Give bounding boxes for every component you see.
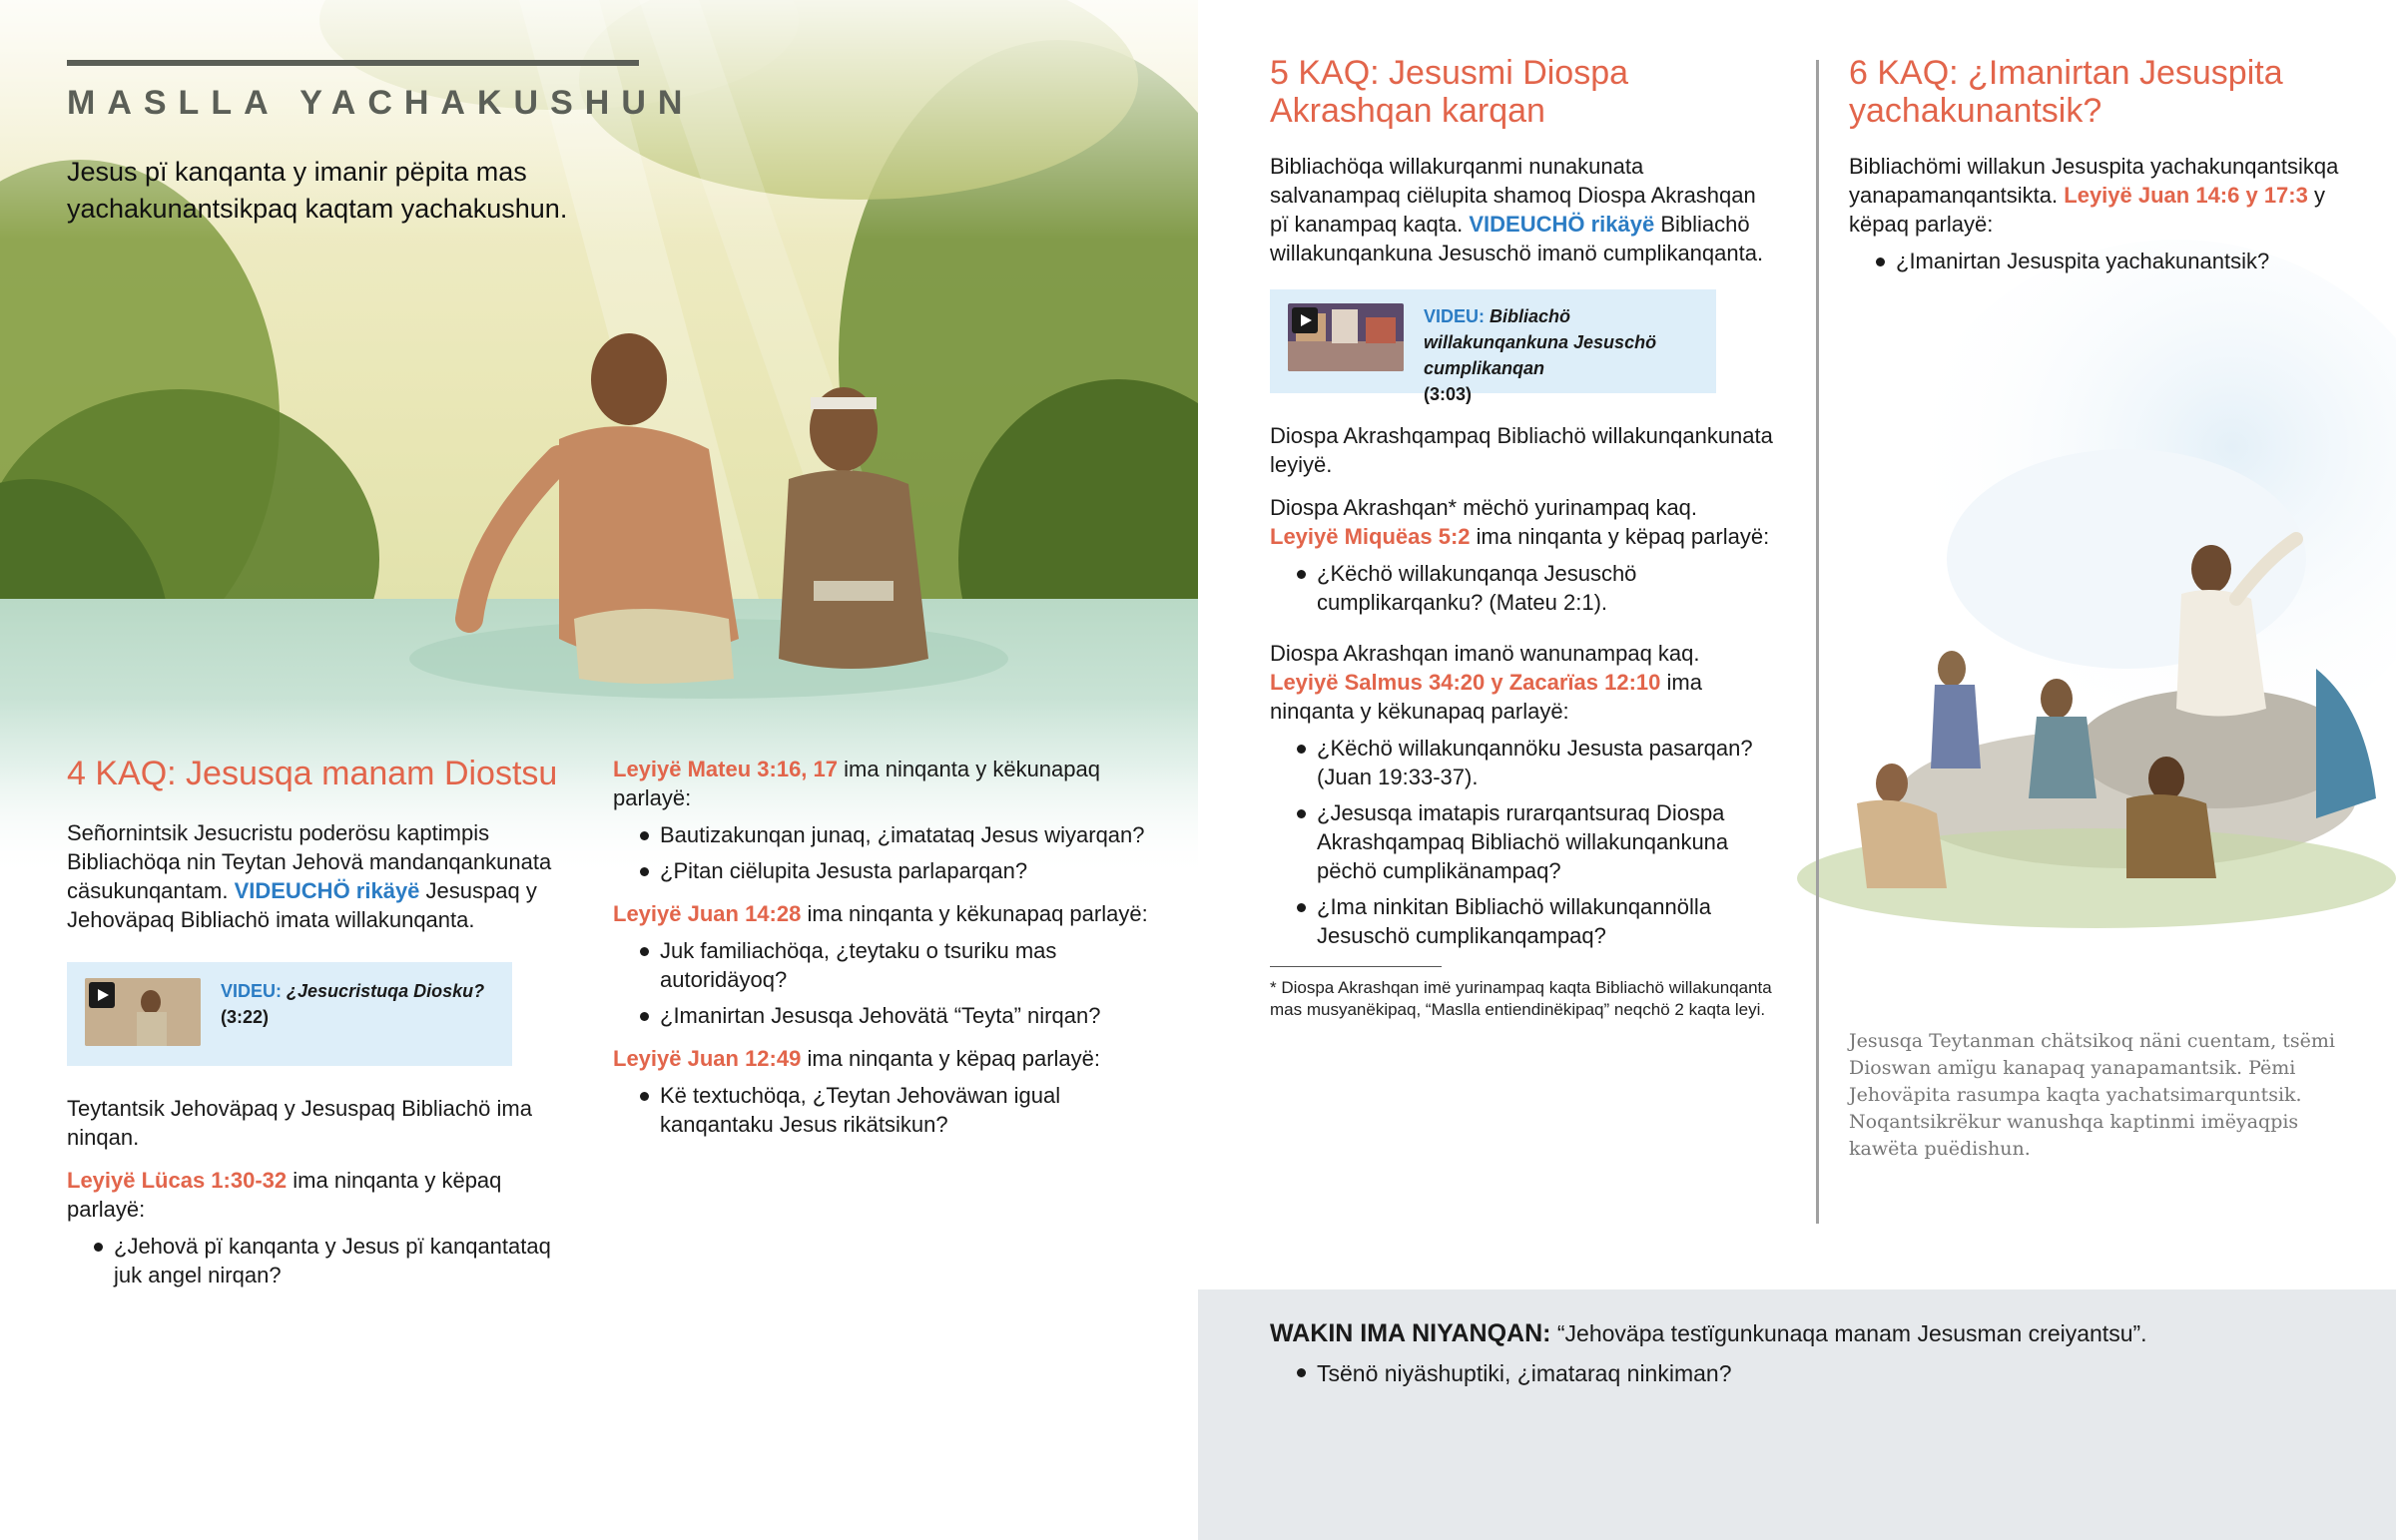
- play-icon[interactable]: [1292, 307, 1318, 333]
- section-5-heading: 5 KAQ: Jesusmi Diospa Akrashqan karqan: [1270, 54, 1629, 130]
- list-item: ¿Këchö willakunqanqa Jesuschö cumplikarqanku? (Mateu 2:1).: [1270, 559, 1779, 617]
- video-label: VIDEU:: [221, 981, 283, 1001]
- list-item: ¿Pitan ciëlupita Jesusta parlaparqan?: [613, 856, 1152, 885]
- scripture-ref[interactable]: Leyiyë Lücas 1:30-32: [67, 1168, 288, 1193]
- list-item: ¿Imanirtan Jesusqa Jehovätä “Teyta” nirqan?: [613, 1001, 1152, 1030]
- reading-block-1: [613, 755, 1152, 812]
- section-4-column: [67, 755, 566, 1296]
- scripture-ref[interactable]: Leyiyë Mateu 3:16, 17: [613, 757, 839, 781]
- objection-statement: [1270, 1317, 2328, 1349]
- objection-box: [1198, 1289, 2396, 1540]
- scripture-ref[interactable]: Leyiyë Salmus 34:20 y Zacarïas 12:10: [1270, 670, 1661, 695]
- video-info: [221, 978, 484, 1030]
- illustration-caption: Jesusqa Teytanman chätsikoq näni cuentam, tsëmi Dioswan amïgu kanapaq yanapamantsik. Pëmi Jehoväpita rasumpa kaqta yachatsimarquntsik. Noqantsikrëkur wanushqa kaptinmi imëyaqpis kawëta puëdishun.: [1849, 1030, 2336, 1160]
- reading-instruction: y këpaq parlayë:: [1849, 183, 2325, 237]
- footnote-rule: [1270, 966, 1442, 967]
- reading-intro: Diospa Akrashqan imanö wanunampaq kaq.: [1270, 641, 1700, 666]
- footnote: * Diospa Akrashqan imë yurinampaq kaqta Bibliachö willakunqanta mas musyanëkipaq, “Maslla entiendinëkipaq” neqchö 2 kaqta leyi.: [1270, 978, 1772, 1019]
- scripture-ref[interactable]: Leyiyë Juan 12:49: [613, 1046, 802, 1071]
- section-6-column: [1849, 54, 2348, 282]
- topic-title: MASLLA YACHAKUSHUN: [67, 84, 695, 122]
- video-info: [1424, 303, 1698, 407]
- reading-instruction: ima ninqanta y këpaq parlayë:: [1476, 524, 1770, 549]
- reading-instruction: ima ninqanta y këkunapaq parlayë:: [613, 757, 1100, 810]
- list-item: ¿Ima ninkitan Bibliachö willakunqannölla Jesuschö cumplikanqampaq?: [1270, 892, 1779, 950]
- section-5-paragraph-2: Diospa Akrashqampaq Bibliachö willakunqankunata leyiyë.: [1270, 423, 1773, 477]
- section-4-continued-column: [613, 755, 1152, 1146]
- reading-block-2: [613, 899, 1152, 928]
- column-divider: [1816, 60, 1819, 1224]
- video-thumbnail[interactable]: [1288, 303, 1404, 371]
- reading-instruction: ima ninqanta y këpaq parlayë:: [807, 1046, 1100, 1071]
- video-title: ¿Jesucristuqa Diosku?: [287, 981, 485, 1001]
- reading-instruction: ima ninqanta y këpaq parlayë:: [67, 1168, 502, 1222]
- objection-questions: [1270, 1357, 2328, 1389]
- section-6-text: Bibliachömi willakun Jesuspita yachakunqantsikqa yanapamanqantsikta.: [1849, 154, 2339, 208]
- section-6-questions: [1849, 247, 2348, 275]
- list-item: Kë textuchöqa, ¿Teytan Jehoväwan igual kanqantaku Jesus rikätsikun?: [613, 1081, 1152, 1139]
- list-item: ¿Imanirtan Jesuspita yachakunantsik?: [1849, 247, 2348, 275]
- section-4-paragraph-2: Teytantsik Jehoväpaq y Jesuspaq Bibliachö ima ninqan.: [67, 1096, 532, 1150]
- section-4-heading: 4 KAQ: Jesusqa manam Diostsu: [67, 755, 558, 792]
- section-5-questions-1: [1270, 559, 1779, 617]
- play-icon[interactable]: [89, 982, 115, 1008]
- video-duration: (3:03): [1424, 384, 1473, 404]
- reading-intro: Diospa Akrashqan* mëchö yurinampaq kaq.: [1270, 495, 1698, 520]
- video-link[interactable]: VIDEUCHÖ rikäyë: [234, 878, 420, 903]
- topic-intro: Jesus pï kanqanta y imanir pëpita mas yachakunantsikpaq kaqtam yachakushun.: [67, 157, 568, 224]
- objection-quote: “Jehoväpa testïgunkunaqa manam Jesusman creiyantsu”.: [1556, 1320, 2147, 1346]
- section-4-paragraph: [67, 818, 566, 934]
- list-item: Juk familiachöqa, ¿teytaku o tsuriku mas autoridäyoq?: [613, 936, 1152, 994]
- list-item: Bautizakunqan junaq, ¿imatataq Jesus wiyarqan?: [613, 820, 1152, 849]
- section-4-text: Señornintsik Jesucristu poderösu kaptimpis Bibliachöqa nin Teytan Jehovä mandanqankunata cäsukunqantam.: [67, 820, 552, 903]
- scripture-ref[interactable]: Leyiyë Miquëas 5:2: [1270, 524, 1471, 549]
- video-duration: (3:22): [221, 1007, 270, 1027]
- reading-instruction: ima ninqanta y këkunapaq parlayë:: [807, 901, 1148, 926]
- video-label: VIDEU:: [1424, 306, 1486, 326]
- reading-instruction: ima ninqanta y këkunapaq parlayë:: [1270, 670, 1702, 724]
- video-thumbnail[interactable]: [85, 978, 201, 1046]
- right-page: [1198, 0, 2396, 1540]
- reading-1-questions: [613, 820, 1152, 885]
- section-5-text-after: Bibliachö willakunqankuna Jesuschö imanö cumplikanqanta.: [1270, 212, 1764, 265]
- scripture-ref[interactable]: Leyiyë Juan 14:28: [613, 901, 802, 926]
- section-4-reading: [67, 1166, 566, 1224]
- section-6-heading: 6 KAQ: ¿Imanirtan Jesuspita yachakunantsik?: [1849, 54, 2283, 130]
- section-4-questions: [67, 1232, 566, 1289]
- video-link[interactable]: VIDEUCHÖ rikäyë: [1469, 212, 1655, 237]
- list-item: ¿Jehovä pï kanqanta y Jesus pï kanqantataq juk angel nirqan?: [67, 1232, 566, 1289]
- video-card[interactable]: [67, 962, 512, 1066]
- section-5-paragraph: [1270, 152, 1779, 267]
- video-card[interactable]: [1270, 289, 1716, 404]
- reading-3-questions: [613, 1081, 1152, 1139]
- list-item: ¿Jesusqa imatapis rurarqantsuraq Diospa Akrashqampaq Bibliachö willakunqankuna pëchö cumplikänampaq?: [1270, 798, 1779, 885]
- section-4-text-after: Jesuspaq y Jehoväpaq Bibliachö imata willakunqanta.: [67, 878, 537, 932]
- baptism-illustration: [0, 0, 1198, 878]
- reading-2-questions: [613, 936, 1152, 1030]
- video-title: Bibliachö willakunqankuna Jesuschö cumplikanqan: [1424, 306, 1657, 378]
- section-5-text: Bibliachöqa willakurqanmi nunakunata salvanampaq ciëlupita shamoq Diospa Akrashqan pï kanampaq kaqta.: [1270, 154, 1756, 237]
- topic-rule: [67, 60, 639, 66]
- reading-block-3: [613, 1044, 1152, 1073]
- section-5-reading-1: [1270, 493, 1779, 551]
- section-5-reading-2: [1270, 639, 1779, 726]
- objection-content: [1270, 1317, 2328, 1396]
- list-item: ¿Këchö willakunqannöku Jesusta pasarqan? (Juan 19:33-37).: [1270, 734, 1779, 791]
- jesus-teaching-illustration: [1797, 240, 2396, 998]
- scripture-ref[interactable]: Leyiyë Juan 14:6 y 17:3: [2064, 183, 2308, 208]
- section-5-questions-2: [1270, 734, 1779, 950]
- section-5-column: [1270, 54, 1779, 1021]
- list-item: Tsënö niyäshuptiki, ¿imataraq ninkiman?: [1270, 1357, 2328, 1389]
- objection-label: WAKIN IMA NIYANQAN:: [1270, 1319, 1551, 1347]
- section-6-paragraph: [1849, 152, 2348, 239]
